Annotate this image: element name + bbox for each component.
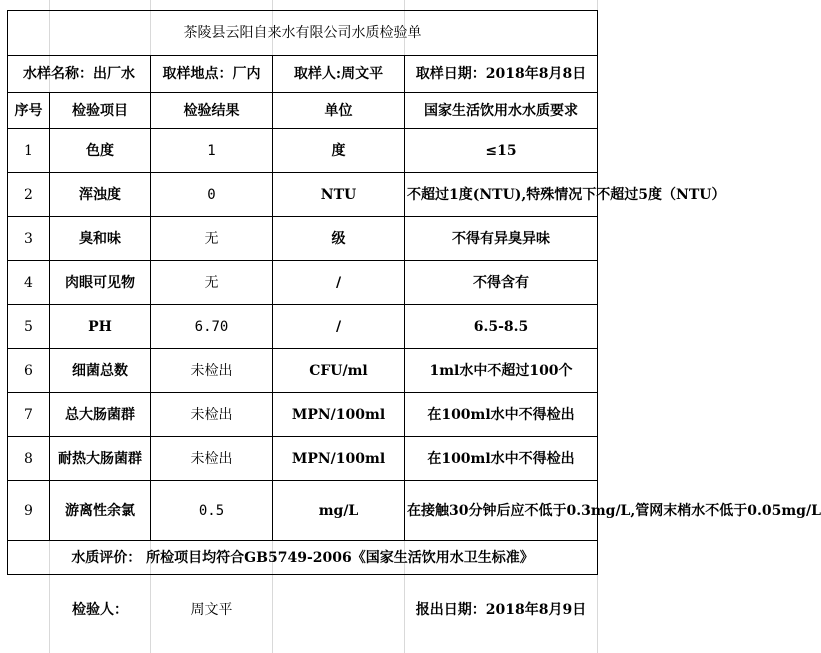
sample-name: 水样名称：出厂水: [8, 56, 151, 93]
inspector-label: 检验人：: [72, 601, 128, 618]
row-result: 无: [151, 261, 273, 305]
row-unit: MPN/100ml: [273, 437, 405, 481]
row-unit: MPN/100ml: [273, 393, 405, 437]
row-result: 0: [151, 173, 273, 217]
row-requirement: 在100ml水中不得检出: [405, 393, 598, 437]
row-no: 1: [8, 129, 50, 173]
spacer-cell: [405, 575, 598, 595]
header-unit: 单位: [273, 93, 405, 129]
row-requirement: ≤15: [405, 129, 598, 173]
row-requirement: 6.5-8.5: [405, 305, 598, 349]
spacer-cell: [273, 595, 405, 625]
row-unit: mg/L: [273, 481, 405, 541]
header-requirement: 国家生活饮用水水质要求: [405, 93, 598, 129]
row-item: 臭和味: [50, 217, 151, 261]
row-requirement: 不超过1度(NTU),特殊情况下不超过5度（NTU）: [405, 173, 598, 217]
header-no: 序号: [8, 93, 50, 129]
row-unit: NTU: [273, 173, 405, 217]
row-requirement: 在100ml水中不得检出: [405, 437, 598, 481]
table-row: [8, 217, 598, 261]
row-result: 未检出: [151, 437, 273, 481]
water-quality-evaluation: 水质评价： 所检项目均符合GB5749-2006《国家生活饮用水卫生标准》: [8, 541, 598, 575]
table-row: [8, 481, 598, 541]
table-row: [8, 129, 598, 173]
table-row: [8, 173, 598, 217]
row-result: 6.70: [151, 305, 273, 349]
sampler: 取样人:周文平: [273, 56, 405, 93]
row-unit: CFU/ml: [273, 349, 405, 393]
inspection-table: [7, 10, 821, 625]
row-requirement: 不得含有: [405, 261, 598, 305]
row-no: 7: [8, 393, 50, 437]
row-result: 1: [151, 129, 273, 173]
row-unit: 度: [273, 129, 405, 173]
table-row: [8, 305, 598, 349]
row-item: PH: [50, 305, 151, 349]
spacer-cell: [8, 595, 50, 625]
row-no: 6: [8, 349, 50, 393]
row-item: 细菌总数: [50, 349, 151, 393]
header-item: 检验项目: [50, 93, 151, 129]
row-item: 耐热大肠菌群: [50, 437, 151, 481]
row-no: 4: [8, 261, 50, 305]
row-no: 3: [8, 217, 50, 261]
row-result: 0.5: [151, 481, 273, 541]
row-no: 9: [8, 481, 50, 541]
document-title: 茶陵县云阳自来水有限公司水质检验单: [8, 11, 598, 56]
row-item: 游离性余氯: [50, 481, 151, 541]
spacer-cell: [8, 575, 50, 595]
sample-date: 取样日期：2018年8月8日: [405, 56, 598, 93]
spacer-cell: [151, 575, 273, 595]
row-unit: 级: [273, 217, 405, 261]
row-result: 未检出: [151, 393, 273, 437]
header-result: 检验结果: [151, 93, 273, 129]
table-row: [8, 393, 598, 437]
row-result: 未检出: [151, 349, 273, 393]
table-row: [8, 261, 598, 305]
row-no: 2: [8, 173, 50, 217]
row-result: 无: [151, 217, 273, 261]
row-item: 浑浊度: [50, 173, 151, 217]
row-item: 总大肠菌群: [50, 393, 151, 437]
row-requirement: 在接触30分钟后应不低于0.3mg/L,管网末梢水不低于0.05mg/L: [405, 481, 598, 541]
table-row: [8, 437, 598, 481]
row-item: 肉眼可见物: [50, 261, 151, 305]
row-requirement: 1ml水中不超过100个: [405, 349, 598, 393]
sample-location: 取样地点：厂内: [151, 56, 273, 93]
report-date: 报出日期：2018年8月9日: [415, 601, 587, 618]
row-requirement: 不得有异臭异味: [405, 217, 598, 261]
row-no: 5: [8, 305, 50, 349]
spacer-cell: [50, 575, 151, 595]
inspector-name: 周文平: [190, 601, 233, 618]
table-row: [8, 349, 598, 393]
row-unit: /: [273, 261, 405, 305]
row-item: 色度: [50, 129, 151, 173]
row-no: 8: [8, 437, 50, 481]
row-unit: /: [273, 305, 405, 349]
spacer-cell: [273, 575, 405, 595]
